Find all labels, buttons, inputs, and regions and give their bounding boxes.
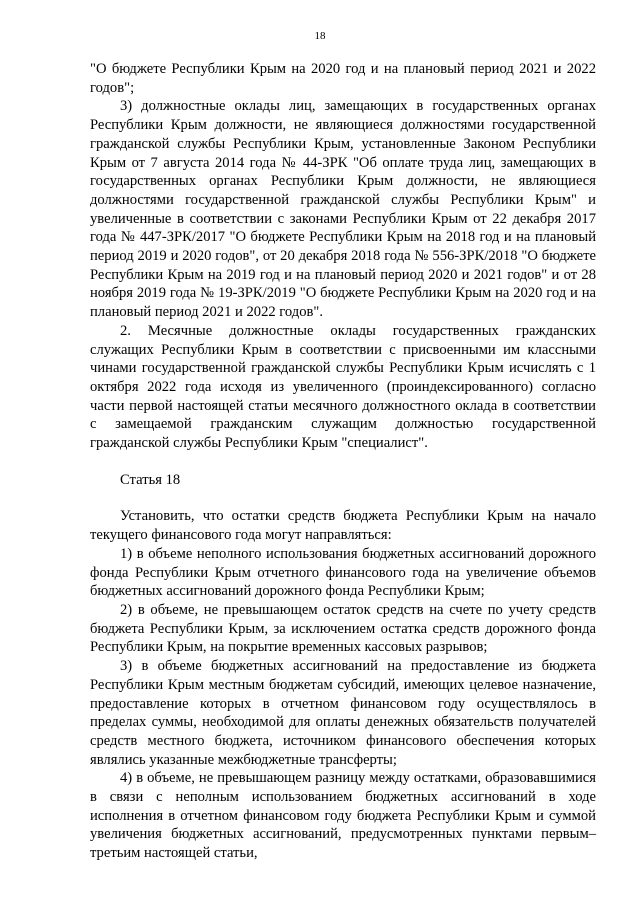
paragraph-intro: Установить, что остатки средств бюджета Республики Крым на начало текущего финансового года могут направляться: xyxy=(90,508,596,544)
paragraph-list-item-2: 2) в объеме, не превышающем остаток средств на счете по учету средств бюджета Республики Крым, за исключением остатка средств дорожного фонда Республики Крым, на покрытие временных кассовых разрывов; xyxy=(90,601,596,656)
paragraph-continuation: "О бюджете Республики Крым на 2020 год и на плановый период 2021 и 2022 годов"; xyxy=(90,61,596,96)
paragraph-list-item-1: 1) в объеме неполного использования бюджетных ассигнований дорожного фонда Республики Крым отчетного финансового года на увеличение объемов бюджетных ассигнований дорожного фонда Республики Крым; xyxy=(90,545,596,600)
document-body xyxy=(90,60,596,863)
page-number: 18 xyxy=(314,30,326,42)
paragraph-list-item-4: 4) в объеме, не превышающем разницу между остатками, образовавшимися в связи с неполным использованием бюджетных ассигнований в ходе исполнения в отчетном финансовом году бюджета Республики Крым и суммой увеличения бюджетных ассигнований, предусмотренных пунктами первым–третьим настоящей статьи, xyxy=(90,770,596,862)
paragraph-part-2: 2. Месячные должностные оклады государственных гражданских служащих Республики Крым в соответствии с присвоенными им классными чинами государственной гражданской службы Республики Крым исчислять с 1 октября 2022 года исходя из увеличенного (проиндексированного) согласно части первой настоящей статьи месячного должностного оклада в соответствии с замещаемой гражданским служащим должностью государственной гражданской службы Республики Крым "специалист". xyxy=(90,322,596,452)
article-title: Статья 18 xyxy=(120,471,181,488)
paragraph-list-item-3: 3) в объеме бюджетных ассигнований на предоставление из бюджета Республики Крым местным бюджетам субсидий, имеющих целевое назначение, предоставление которых в отчетном финансовом году осуществлялось в пределах суммы, необходимой для оплаты денежных обязательств получателей средств местного бюджета, источником финансового обеспечения которых являлись указанные межбюджетные трансферты; xyxy=(90,658,596,768)
paragraph-item-3: 3) должностные оклады лиц, замещающих в государственных органах Республики Крым должности, не являющиеся должностями государственной гражданской службы Республики Крым, установленные Законом Республики Крым от 7 августа 2014 года № 44-ЗРК "Об оплате труда лиц, замещающих в государственных органах Республики Крым должности, не являющиеся должностями государственной гражданской службы Республики Крым" и увеличенные в соответствии с законами Республики Крым от 22 декабря 2017 года № 447-ЗРК/2017 "О бюджете Республики Крым на 2018 год и на плановый период 2019 и 2020 годов", от 20 декабря 2018 года № 556-ЗРК/2018 "О бюджете Республики Крым на 2019 год и на плановый период 2020 и 2021 годов" и от 28 ноября 2019 года № 19-ЗРК/2019 "О бюджете Республики Крым на 2020 год и на плановый период 2021 и 2022 годов". xyxy=(90,98,596,321)
